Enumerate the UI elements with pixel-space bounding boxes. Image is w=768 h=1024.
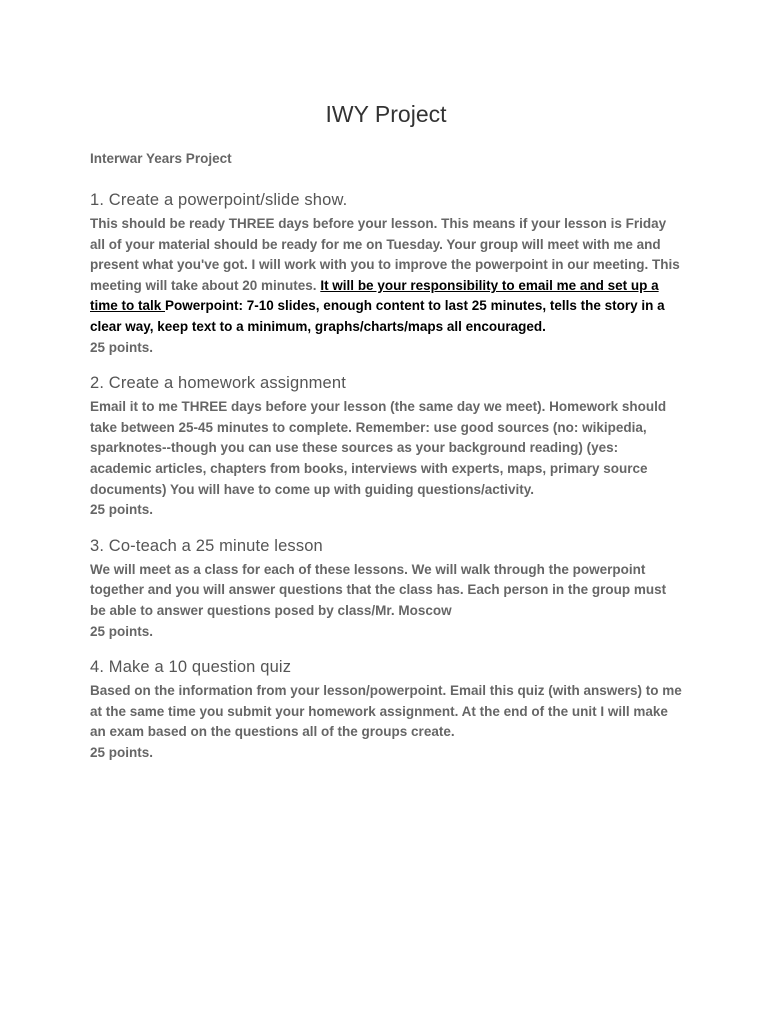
section-body-text: Email it to me THREE days before your lesson (the same day we meet). Homework should take between 25-45 minutes to complete. Remember: use good sources (no: wikipedia, sparknotes--though you can use these sources as your background reading) (yes: academic articles, chapters from books, interviews with experts, maps, primary source documents) You will have to come up with guiding questions/activity.	[90, 399, 667, 497]
document-title: IWY Project	[325, 101, 447, 127]
section-coteach	[90, 535, 682, 642]
section-quiz	[90, 656, 682, 763]
responsibility-note: It will be your responsibility to email me and set up a time to talk	[90, 277, 659, 314]
section-body	[90, 397, 682, 521]
section-body	[90, 560, 682, 642]
points-label: 25 points.	[90, 339, 154, 355]
section-heading: 3. Co-teach a 25 minute lesson	[90, 536, 323, 555]
section-body-text: This should be ready THREE days before your lesson. This means if your lesson is Friday all of your material should be ready for me on Tuesday. Your group will meet with me and present what you've got. I will work with you to improve the powerpoint in our meeting. This meeting will take about 20 minutes.	[90, 216, 680, 293]
points-label: 25 points.	[90, 744, 154, 760]
powerpoint-requirements: Powerpoint: 7-10 slides, enough content to last 25 minutes, tells the story in a clear way, keep text to a minimum, graphs/charts/maps all encouraged.	[90, 298, 665, 334]
document-subtitle: Interwar Years Project	[90, 151, 232, 166]
section-body-text: We will meet as a class for each of these lessons. We will walk through the powerpoint together and you will answer questions that the class has. Each person in the group must be able to answer questions posed by class/Mr. Moscow	[90, 561, 667, 618]
section-body	[90, 681, 682, 763]
section-body-text: Based on the information from your lesson/powerpoint. Email this quiz (with answers) to me at the same time you submit your homework assignment. At the end of the unit I will make an exam based on the questions all of the groups create.	[90, 683, 682, 740]
section-heading: 2. Create a homework assignment	[90, 374, 346, 393]
points-label: 25 points.	[90, 502, 154, 518]
points-label: 25 points.	[90, 623, 154, 639]
section-heading: 4. Make a 10 question quiz	[90, 658, 292, 677]
section-body	[90, 214, 682, 358]
section-heading: 1. Create a powerpoint/slide show.	[90, 191, 348, 209]
section-homework	[90, 372, 682, 521]
section-powerpoint	[90, 189, 682, 358]
